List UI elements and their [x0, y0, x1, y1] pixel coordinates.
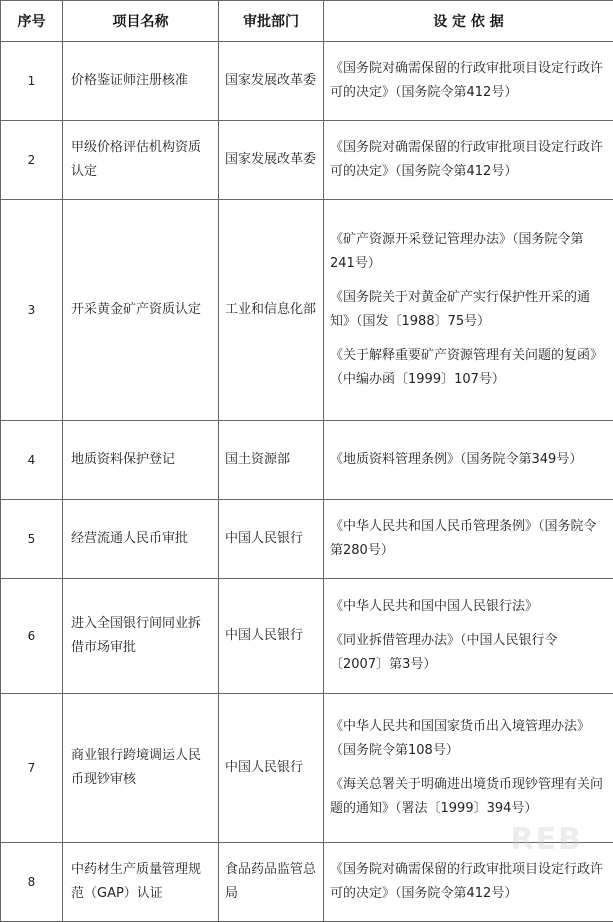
header-item-name: 项目名称: [63, 1, 219, 42]
legal-basis: [324, 579, 613, 694]
table-row: [1, 694, 613, 843]
basis-entry: 《国务院对确需保留的行政审批项目设定行政许可的决定》（国务院令第412号）: [330, 136, 607, 184]
department: 工业和信息化部: [219, 200, 324, 421]
table-row: [1, 843, 613, 922]
legal-basis: [324, 121, 613, 200]
basis-entry: 《国务院对确需保留的行政审批项目设定行政许可的决定》（国务院令第412号）: [330, 57, 607, 105]
row-number: 1: [1, 42, 63, 121]
department: 中国人民银行: [219, 694, 324, 843]
row-number: 7: [1, 694, 63, 843]
table-row: [1, 421, 613, 500]
legal-basis: [324, 42, 613, 121]
basis-entry: 《同业拆借管理办法》（中国人民银行令〔2007〕第3号）: [330, 629, 607, 677]
basis-entry: 《海关总署关于明确进出境货币现钞管理有关问题的通知》（署法〔1999〕394号）: [330, 773, 607, 821]
table-row: [1, 200, 613, 421]
table-row: [1, 500, 613, 579]
basis-entry: 《国务院关于对黄金矿产实行保护性开采的通知》（国发〔1988〕75号）: [330, 286, 607, 334]
row-number: 8: [1, 843, 63, 922]
basis-entry: 《中华人民共和国国家货币出入境管理办法》（国务院令第108号）: [330, 715, 607, 763]
item-name: 中药材生产质量管理规范（GAP）认证: [63, 843, 219, 922]
item-name: 开采黄金矿产资质认定: [63, 200, 219, 421]
legal-basis: [324, 200, 613, 421]
legal-basis: [324, 694, 613, 843]
row-number: 3: [1, 200, 63, 421]
department: 食品药品监管总局: [219, 843, 324, 922]
basis-entry: 《矿产资源开采登记管理办法》（国务院令第241号）: [330, 228, 607, 276]
row-number: 5: [1, 500, 63, 579]
item-name: 甲级价格评估机构资质认定: [63, 121, 219, 200]
basis-entry: 《国务院对确需保留的行政审批项目设定行政许可的决定》（国务院令第412号）: [330, 858, 607, 906]
department: 国家发展改革委: [219, 121, 324, 200]
table-row: [1, 42, 613, 121]
item-name: 商业银行跨境调运人民币现钞审核: [63, 694, 219, 843]
department: 国土资源部: [219, 421, 324, 500]
table-row: [1, 121, 613, 200]
department: 中国人民银行: [219, 500, 324, 579]
legal-basis: [324, 500, 613, 579]
watermark-logo: REB: [511, 822, 583, 857]
basis-entry: 《地质资料管理条例》（国务院令第349号）: [330, 448, 607, 472]
legal-basis: [324, 843, 613, 922]
basis-entry: 《中华人民共和国中国人民银行法》: [330, 595, 607, 619]
basis-entry: 《关于解释重要矿产资源管理有关问题的复函》（中编办函〔1999〕107号）: [330, 344, 607, 392]
table-header-row: [1, 1, 613, 42]
item-name: 经营流通人民币审批: [63, 500, 219, 579]
item-name: 价格鉴证师注册核准: [63, 42, 219, 121]
row-number: 4: [1, 421, 63, 500]
header-serial-number: 序号: [1, 1, 63, 42]
item-name: 地质资料保护登记: [63, 421, 219, 500]
legal-basis: [324, 421, 613, 500]
row-number: 2: [1, 121, 63, 200]
basis-entry: 《中华人民共和国人民币管理条例》（国务院令第280号）: [330, 515, 607, 563]
header-legal-basis: 设 定 依 据: [324, 1, 613, 42]
department: 中国人民银行: [219, 579, 324, 694]
table-row: [1, 579, 613, 694]
row-number: 6: [1, 579, 63, 694]
department: 国家发展改革委: [219, 42, 324, 121]
item-name: 进入全国银行间同业拆借市场审批: [63, 579, 219, 694]
header-approval-department: 审批部门: [219, 1, 324, 42]
